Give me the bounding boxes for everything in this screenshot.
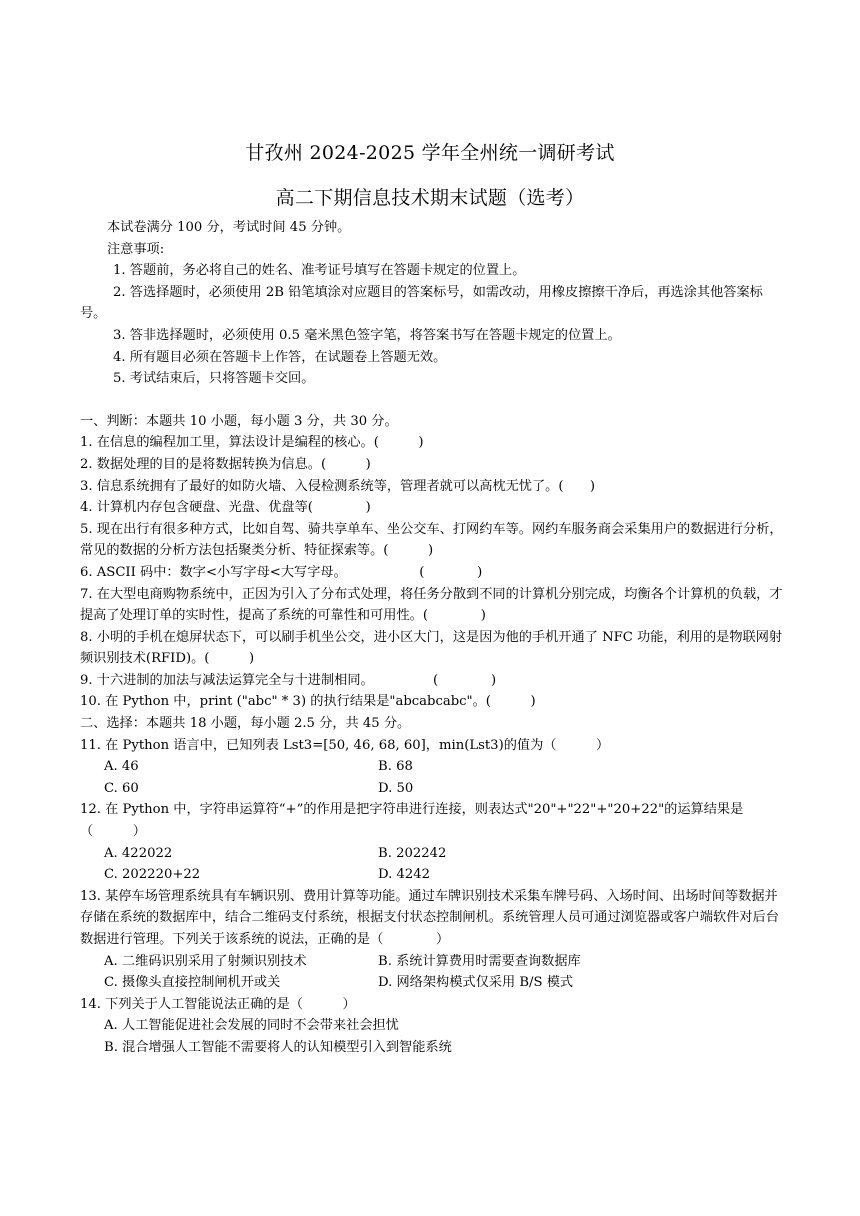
option-a: A. 人工智能促进社会发展的同时不会带来社会担忧 — [104, 1018, 399, 1034]
note-item: 5. 考试结束后，只将答题卡交回。 — [113, 371, 315, 387]
intro-line: 本试卷满分 100 分，考试时间 45 分钟。 — [107, 220, 351, 235]
question-13-stem: 13. 某停车场管理系统具有车辆识别、费用计算等功能。通过车牌识别技术采集车牌号码、入场时间、出场时间等数据并存储在系统的数据库中，结合二维码支付系统，根据支付状态控制闸机。系统管理人员可通过浏览器或客户端软件对后台数据进行管理。下列关于该系统的说法，正确的是（ ） — [80, 888, 779, 947]
judge-question: 9. 十六进制的加法与减法运算完全与十进制相同。 ( ) — [80, 672, 497, 688]
judge-question: 10. 在 Python 中，print ("abc" * 3) 的执行结果是"abcabcabc"。( ) — [80, 694, 536, 710]
section2-heading: 二、选择：本题共 18 小题，每小题 2.5 分，共 45 分。 — [80, 716, 411, 732]
option-c: C. 摄像头直接控制闸机开或关 — [104, 975, 281, 991]
option-d: D. 4242 — [378, 867, 431, 883]
judge-question: 8. 小明的手机在熄屏状态下，可以刷手机坐公交，进小区大门，这是因为他的手机开通了 NFC 功能，利用的是物联网射频识别技术(RFID)。( ) — [80, 629, 783, 667]
question-14-stem: 14. 下列关于人工智能说法正确的是（ ） — [80, 996, 356, 1012]
question-13-options-row — [80, 972, 783, 994]
note-item: 3. 答非选择题时，必须使用 0.5 毫米黑色签字笔，将答案书写在答题卡规定的位置上。 — [113, 327, 621, 343]
question-12-stem: 12. 在 Python 中，字符串运算符“+”的作用是把字符串进行连接，则表达式"20"+"22"+"20+22"的运算结果是（ ） — [80, 802, 744, 840]
option-c: C. 202220+22 — [104, 867, 201, 883]
note-item: 4. 所有题目必须在答题卡上作答，在试题卷上答题无效。 — [113, 349, 447, 365]
section1-heading: 一、判断：本题共 10 小题，每小题 3 分，共 30 分。 — [80, 413, 398, 429]
option-b: B. 202242 — [378, 845, 447, 861]
judge-question: 6. ASCII 码中：数字<小写字母<大写字母。 ( ) — [80, 564, 483, 580]
option-b: B. 系统计算费用时需要查询数据库 — [378, 953, 581, 969]
judge-question: 5. 现在出行有很多种方式，比如自驾、骑共享单车、坐公交车、打网约车等。网约车服务商会采集用户的数据进行分析，常见的数据的分析方法包括聚类分析、特征探索等。( ) — [80, 521, 783, 559]
option-d: D. 50 — [378, 780, 414, 796]
option-a: A. 422022 — [104, 845, 173, 861]
note-item: 1. 答题前，务必将自己的姓名、准考证号填写在答题卡规定的位置上。 — [113, 263, 526, 279]
judge-question: 3. 信息系统拥有了最好的如防火墙、入侵检测系统等，管理者就可以高枕无忧了。( ) — [80, 478, 595, 494]
judge-question: 4. 计算机内存包含硬盘、光盘、优盘等( ) — [80, 500, 371, 516]
option-b: B. 混合增强人工智能不需要将人的认知模型引入到智能系统 — [104, 1039, 452, 1055]
judge-question: 1. 在信息的编程加工里，算法设计是编程的核心。( ) — [80, 435, 424, 451]
question-13-options-row — [80, 951, 783, 973]
judge-question: 7. 在大型电商购物系统中，正因为引入了分布式处理，将任务分散到不同的计算机分别完成，均衡各个计算机的负载，才提高了处理订单的实时性，提高了系统的可靠性和可用性。( ) — [80, 586, 783, 624]
option-a: A. 46 — [104, 759, 139, 775]
question-11-options-row — [80, 756, 783, 778]
option-b: B. 68 — [378, 759, 413, 775]
question-11-stem: 11. 在 Python 语言中，已知列表 Lst3=[50, 46, 68, 60]，min(Lst3)的值为（ ） — [80, 737, 610, 753]
note-item: 2. 答选择题时，必须使用 2B 铅笔填涂对应题目的答案标号，如需改动，用橡皮擦擦干净后，再选涂其他答案标号。 — [80, 284, 763, 322]
exam-body — [80, 217, 783, 1059]
notes-label: 注意事项: — [107, 241, 165, 257]
exam-subtitle: 高二下期信息技术期末试题（选考） — [275, 187, 585, 209]
question-12-options-row — [80, 864, 783, 886]
judge-question: 2. 数据处理的目的是将数据转换为信息。( ) — [80, 456, 371, 472]
option-a: A. 二维码识别采用了射频识别技术 — [104, 953, 307, 969]
question-12-options-row — [80, 843, 783, 865]
option-d: D. 网络架构模式仅采用 B/S 模式 — [378, 975, 574, 991]
exam-title: 甘孜州 2024-2025 学年全州统一调研考试 — [245, 142, 615, 164]
question-11-options-row — [80, 778, 783, 800]
option-c: C. 60 — [104, 780, 139, 796]
